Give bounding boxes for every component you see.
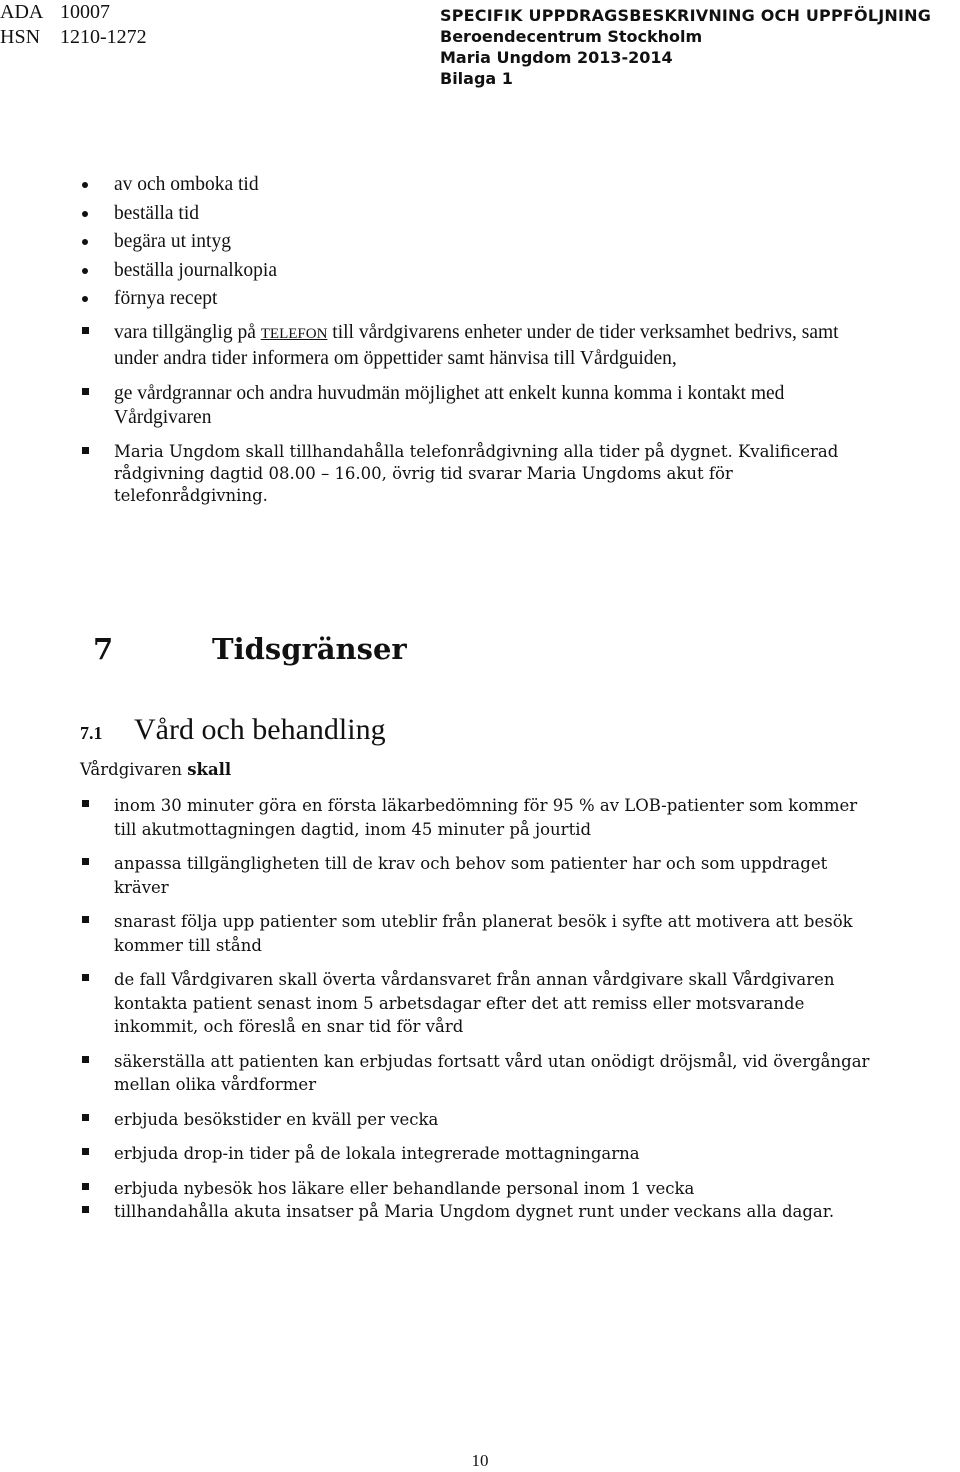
subsection-title: Vård och behandling [134,713,386,746]
list-item-text: inom 30 minuter göra en första läkarbedömning för 95 % av LOB-patienter som kommer till akutmottagningen dagtid, inom 45 minuter på jourtid [114,796,858,839]
list-item [78,321,878,370]
list-item [78,852,878,899]
section-heading [93,632,407,666]
list-item-text: begära ut intyg [114,231,231,252]
list-item-text: de fall Vårdgivaren skall överta vårdansvaret från annan vårdgivare skall Vårdgivaren kontakta patient senast inom 5 arbetsdagar efter det att remiss eller motsvarande inkommit, och föreslå en snar tid för vård [114,970,835,1036]
bullet-dot-icon [82,296,88,302]
bullet-square-icon [82,974,89,981]
bullet-square-icon [82,1148,89,1155]
list-item-text: erbjuda drop-in tider på de lokala integrerade mottagningarna [114,1144,640,1163]
bullet-dot-icon [82,211,88,217]
list-item-text: snarast följa upp patienter som uteblir från planerat besök i syfte att motivera att besök kommer till stånd [114,912,853,955]
list-item [78,1142,878,1166]
subsection-number: 7.1 [80,723,103,743]
list-item [78,285,878,314]
bullet-dot-icon [82,239,88,245]
header-attachment: Bilaga 1 [440,69,513,88]
bullet-square-icon [82,1114,89,1121]
subsection-heading [80,713,386,747]
list-item-text: erbjuda besökstider en kväll per vecka [114,1109,439,1129]
list-item [78,1108,878,1132]
bullet-square-icon [82,1183,89,1190]
bullet-list-availability [78,321,878,519]
list-item [78,910,878,957]
list-item [78,171,878,200]
bullet-square-icon [82,1056,89,1063]
bullet-list-services [78,171,878,314]
telefon-link[interactable]: TELEFON [260,326,328,342]
section-title: Tidsgränser [212,632,407,666]
list-item-text: till vårdgivarens enheter under de tider verksamhet bedrivs, samt under andra tider informera om öppettider samt hänvisa till Vårdguiden, [114,322,839,369]
bullet-square-icon [82,327,89,334]
header-organization: Beroendecentrum Stockholm [440,27,703,46]
bullet-dot-icon [82,182,88,188]
list-item-text: beställa journalkopia [114,259,277,281]
bullet-square-icon [82,858,89,865]
list-item [78,257,878,286]
list-item-text: Maria Ungdom skall tillhandahålla telefonrådgivning alla tider på dygnet. Kvalificerad rådgivning dagtid 08.00 – 16.00, övrig tid svarar Maria Ungdoms akut för telefonrådgivning. [114,442,839,505]
list-item [78,968,878,1039]
list-item [78,794,878,841]
header-title: SPECIFIK UPPDRAGSBESKRIVNING OCH UPPFÖLJNING [440,6,932,25]
list-item-text: erbjuda nybesök hos läkare eller behandlande personal inom 1 vecka [114,1178,695,1198]
bullet-dot-icon [82,268,88,274]
lead-text: Vårdgivaren [80,760,188,779]
header-hsn-value: 1210-1272 [60,26,147,48]
page-number: 10 [471,1451,489,1470]
header-ada-key: ADA [0,1,44,23]
header-ada-value: 10007 [60,1,110,23]
lead-paragraph [80,760,231,779]
list-item-text: anpassa tillgängligheten till de krav och behov som patienter har och som uppdraget kräver [114,854,828,897]
header-ada-row [0,0,147,25]
list-item [78,1177,878,1201]
bullet-square-icon [82,800,89,807]
list-item-text: ge vårdgrannar och andra huvudmän möjlighet att enkelt kunna komma i kontakt med Vårdgivaren [114,383,785,428]
list-item-text: säkerställa att patienten kan erbjudas fortsatt vård utan onödigt dröjsmål, vid övergångar mellan olika vårdformer [114,1051,870,1094]
list-item-text: förnya recept [114,288,218,309]
section-number: 7 [93,632,114,666]
list-item [78,441,878,507]
list-item-text: av och omboka tid [114,174,259,195]
list-item [78,228,878,257]
list-item [78,1050,878,1097]
list-item [78,200,878,229]
header-right [440,5,931,89]
list-item-text: tillhandahålla akuta insatser på Maria Ungdom dygnet runt under veckans alla dagar. [114,1202,835,1221]
header-unit-period: Maria Ungdom 2013-2014 [440,48,673,67]
list-item [78,382,878,429]
list-item-text: vara tillgänglig på [114,322,261,343]
list-item [78,1200,878,1224]
bullet-square-icon [82,447,89,454]
bullet-square-icon [82,388,89,395]
header-hsn-row [0,25,147,50]
header-hsn-key: HSN [0,26,41,48]
bullet-square-icon [82,916,89,923]
bullet-square-icon [82,1206,89,1213]
bullet-list-requirements [78,794,878,1235]
header-left [0,0,147,50]
lead-bold: skall [187,760,232,779]
list-item-text: beställa tid [114,202,200,224]
